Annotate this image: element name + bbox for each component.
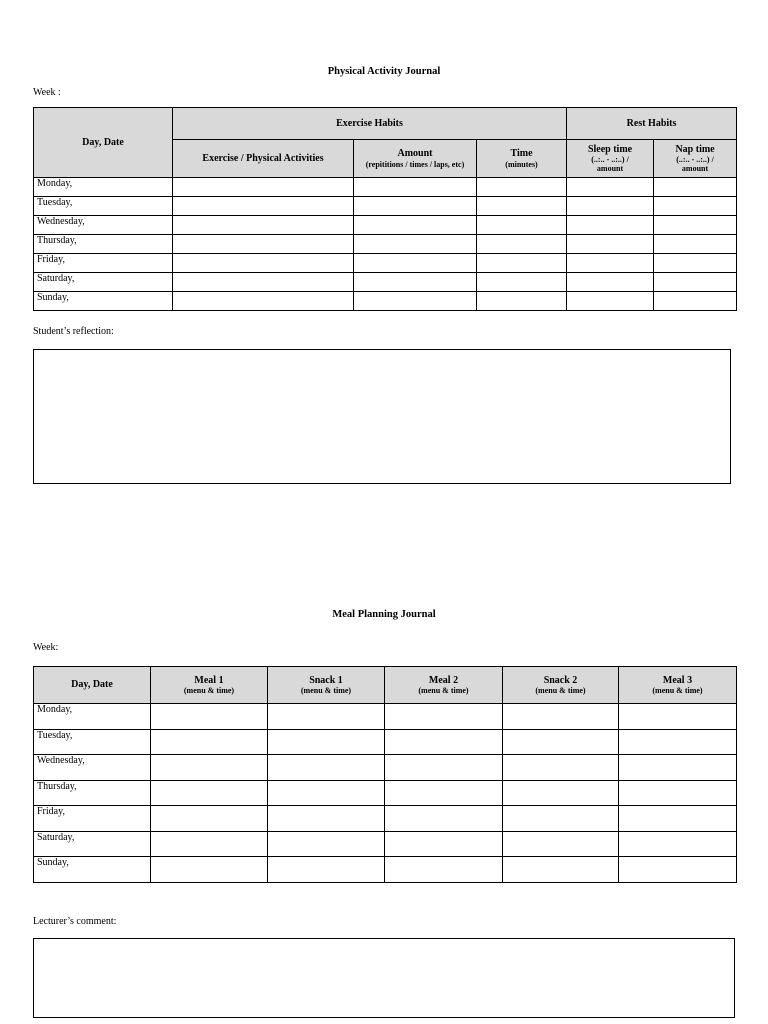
- meal-planning-table: [33, 666, 737, 883]
- header-time: Time (minutes): [477, 140, 567, 178]
- entry-cell[interactable]: [567, 235, 654, 254]
- entry-cell[interactable]: [173, 178, 354, 197]
- student-reflection-box[interactable]: [33, 349, 731, 484]
- entry-cell[interactable]: [385, 857, 503, 883]
- entry-cell[interactable]: [654, 216, 737, 235]
- table-row: [34, 780, 737, 806]
- entry-cell[interactable]: [654, 197, 737, 216]
- entry-cell[interactable]: [173, 235, 354, 254]
- header-sleep-time: Sleep time (..:.. - ..:..) / amount: [567, 140, 654, 178]
- entry-cell[interactable]: [268, 755, 385, 781]
- entry-cell[interactable]: [619, 831, 737, 857]
- day-cell-sunday: Sunday,: [34, 292, 173, 311]
- entry-cell[interactable]: [354, 178, 477, 197]
- physical-journal-title: Physical Activity Journal: [327, 66, 441, 77]
- entry-cell[interactable]: [268, 806, 385, 832]
- entry-cell[interactable]: [268, 831, 385, 857]
- entry-cell[interactable]: [385, 755, 503, 781]
- entry-cell[interactable]: [567, 273, 654, 292]
- entry-cell[interactable]: [268, 857, 385, 883]
- entry-cell[interactable]: [477, 254, 567, 273]
- entry-cell[interactable]: [477, 292, 567, 311]
- day-cell-thursday: Thursday,: [34, 780, 151, 806]
- day-cell-tuesday: Tuesday,: [34, 729, 151, 755]
- entry-cell[interactable]: [654, 178, 737, 197]
- physical-week-label: Week :: [33, 87, 61, 98]
- entry-cell[interactable]: [151, 780, 268, 806]
- header-meal-1: Meal 1 (menu & time): [151, 667, 268, 704]
- physical-activity-table: [33, 107, 737, 311]
- entry-cell[interactable]: [619, 704, 737, 730]
- entry-cell[interactable]: [354, 292, 477, 311]
- header-amount: Amount (repititions / times / laps, etc): [354, 140, 477, 178]
- day-cell-thursday: Thursday,: [34, 235, 173, 254]
- entry-cell[interactable]: [567, 197, 654, 216]
- table-row: [34, 729, 737, 755]
- day-cell-friday: Friday,: [34, 806, 151, 832]
- entry-cell[interactable]: [354, 235, 477, 254]
- entry-cell[interactable]: [173, 292, 354, 311]
- entry-cell[interactable]: [173, 273, 354, 292]
- entry-cell[interactable]: [354, 216, 477, 235]
- entry-cell[interactable]: [268, 704, 385, 730]
- table-row: [34, 197, 737, 216]
- day-cell-wednesday: Wednesday,: [34, 755, 151, 781]
- entry-cell[interactable]: [567, 178, 654, 197]
- entry-cell[interactable]: [619, 857, 737, 883]
- entry-cell[interactable]: [567, 216, 654, 235]
- entry-cell[interactable]: [385, 806, 503, 832]
- meal-week-label: Week:: [33, 642, 59, 653]
- meal-journal-title: Meal Planning Journal: [332, 609, 436, 620]
- day-cell-sunday: Sunday,: [34, 857, 151, 883]
- lecturer-comment-box[interactable]: [33, 938, 735, 1018]
- header-day-date: Day, Date: [34, 667, 151, 704]
- table-row: [34, 806, 737, 832]
- entry-cell[interactable]: [619, 755, 737, 781]
- entry-cell[interactable]: [503, 755, 619, 781]
- entry-cell[interactable]: [503, 729, 619, 755]
- entry-cell[interactable]: [477, 178, 567, 197]
- entry-cell[interactable]: [354, 254, 477, 273]
- header-day-date: Day, Date: [34, 108, 173, 178]
- table-row: [34, 292, 737, 311]
- day-cell-friday: Friday,: [34, 254, 173, 273]
- entry-cell[interactable]: [503, 831, 619, 857]
- entry-cell[interactable]: [151, 831, 268, 857]
- entry-cell[interactable]: [354, 197, 477, 216]
- day-cell-monday: Monday,: [34, 178, 173, 197]
- student-reflection-label: Student’s reflection:: [33, 326, 114, 337]
- table-row: [34, 216, 737, 235]
- day-cell-saturday: Saturday,: [34, 831, 151, 857]
- entry-cell[interactable]: [503, 857, 619, 883]
- entry-cell[interactable]: [654, 292, 737, 311]
- entry-cell[interactable]: [173, 216, 354, 235]
- day-cell-saturday: Saturday,: [34, 273, 173, 292]
- entry-cell[interactable]: [268, 780, 385, 806]
- entry-cell[interactable]: [151, 755, 268, 781]
- entry-cell[interactable]: [503, 806, 619, 832]
- entry-cell[interactable]: [503, 780, 619, 806]
- entry-cell[interactable]: [477, 235, 567, 254]
- header-snack-1: Snack 1 (menu & time): [268, 667, 385, 704]
- table-row: [34, 235, 737, 254]
- entry-cell[interactable]: [477, 273, 567, 292]
- entry-cell[interactable]: [151, 729, 268, 755]
- header-nap-time: Nap time (..:.. - ..:..) / amount: [654, 140, 737, 178]
- entry-cell[interactable]: [567, 254, 654, 273]
- day-cell-monday: Monday,: [34, 704, 151, 730]
- entry-cell[interactable]: [173, 254, 354, 273]
- header-rest-habits: Rest Habits: [567, 108, 737, 140]
- entry-cell[interactable]: [385, 780, 503, 806]
- header-exercise-activities: Exercise / Physical Activities: [173, 140, 354, 178]
- entry-cell[interactable]: [654, 273, 737, 292]
- lecturer-comment-label: Lecturer’s comment:: [33, 916, 117, 927]
- entry-cell[interactable]: [619, 780, 737, 806]
- entry-cell[interactable]: [477, 197, 567, 216]
- day-cell-tuesday: Tuesday,: [34, 197, 173, 216]
- entry-cell[interactable]: [654, 254, 737, 273]
- entry-cell[interactable]: [385, 704, 503, 730]
- entry-cell[interactable]: [385, 831, 503, 857]
- table-row: [34, 857, 737, 883]
- entry-cell[interactable]: [268, 729, 385, 755]
- entry-cell[interactable]: [654, 235, 737, 254]
- entry-cell[interactable]: [567, 292, 654, 311]
- entry-cell[interactable]: [477, 216, 567, 235]
- table-row: [34, 178, 737, 197]
- entry-cell[interactable]: [385, 729, 503, 755]
- day-cell-wednesday: Wednesday,: [34, 216, 173, 235]
- header-exercise-habits: Exercise Habits: [173, 108, 567, 140]
- entry-cell[interactable]: [619, 729, 737, 755]
- entry-cell[interactable]: [151, 857, 268, 883]
- header-meal-2: Meal 2 (menu & time): [385, 667, 503, 704]
- entry-cell[interactable]: [354, 273, 477, 292]
- header-meal-3: Meal 3 (menu & time): [619, 667, 737, 704]
- entry-cell[interactable]: [151, 806, 268, 832]
- table-row: [34, 831, 737, 857]
- header-snack-2: Snack 2 (menu & time): [503, 667, 619, 704]
- table-row: [34, 704, 737, 730]
- table-row: [34, 254, 737, 273]
- entry-cell[interactable]: [151, 704, 268, 730]
- entry-cell[interactable]: [173, 197, 354, 216]
- table-row: [34, 273, 737, 292]
- entry-cell[interactable]: [619, 806, 737, 832]
- table-row: [34, 755, 737, 781]
- entry-cell[interactable]: [503, 704, 619, 730]
